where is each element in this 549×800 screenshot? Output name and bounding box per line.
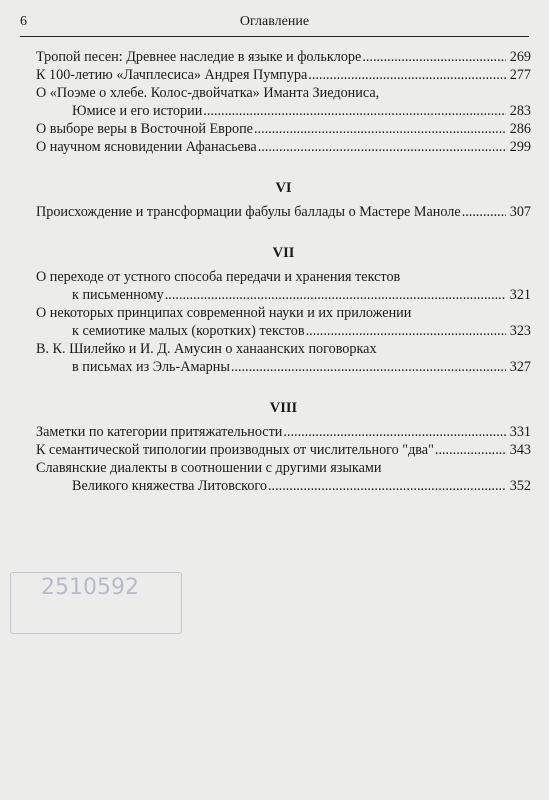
- dot-leader: [254, 120, 506, 138]
- toc-entry-title: Тропой песен: Древнее наследие в языке и фольклоре: [36, 49, 362, 65]
- dot-leader: [462, 203, 506, 221]
- toc-page-number: 323: [509, 323, 531, 339]
- toc-entry-title: к письменному: [72, 287, 164, 303]
- toc-group-1: [36, 48, 531, 156]
- toc-entry: [36, 304, 531, 340]
- dot-leader: [203, 102, 506, 120]
- toc-entry-title: к семиотике малых (коротких) текстов: [72, 323, 305, 339]
- toc-entry-line: [36, 441, 531, 459]
- toc-entry-title: О научном ясновидении Афанасьева: [36, 139, 257, 155]
- toc-entry-title: в письмах из Эль-Амарны: [72, 359, 230, 375]
- toc-page-number: 352: [509, 478, 531, 494]
- toc-entry-line: [36, 477, 531, 495]
- toc-entry-line: [36, 268, 531, 286]
- toc-entry-line: [36, 120, 531, 138]
- toc-page-number: 269: [509, 49, 531, 65]
- toc-entry-title: К семантической типологии производных от числительного "два": [36, 442, 434, 458]
- table-of-contents: [36, 48, 531, 495]
- running-header: [20, 14, 529, 30]
- toc-entry-title: О переходе от устного способа передачи и хранения текстов: [36, 269, 401, 285]
- toc-entry-title: В. К. Шилейко и И. Д. Амусин о ханаанских поговорках: [36, 341, 377, 357]
- toc-page-number: 277: [509, 67, 531, 83]
- toc-entry: [36, 120, 531, 138]
- toc-group-4: [36, 423, 531, 495]
- toc-page-number: 283: [509, 103, 531, 119]
- toc-entry: [36, 84, 531, 120]
- page-number: 6: [20, 14, 27, 29]
- dot-leader: [165, 286, 506, 304]
- toc-entry: [36, 340, 531, 376]
- toc-entry-line: [36, 340, 531, 358]
- toc-page-number: 327: [509, 359, 531, 375]
- toc-entry: [36, 459, 531, 495]
- toc-page-number: 321: [509, 287, 531, 303]
- dot-leader: [283, 423, 506, 441]
- toc-entry-line: [36, 322, 531, 340]
- toc-entry-line: [36, 138, 531, 156]
- toc-entry-title: О выборе веры в Восточной Европе: [36, 121, 253, 137]
- toc-page-number: 343: [509, 442, 531, 458]
- section-heading-vii: VII: [272, 245, 295, 261]
- toc-entry-line: [36, 102, 531, 120]
- header-rule: [20, 36, 529, 37]
- dot-leader: [362, 48, 506, 66]
- toc-entry-line: [36, 48, 531, 66]
- toc-entry-title: К 100-летию «Лачплесиса» Андрея Пумпура: [36, 67, 308, 83]
- toc-entry: [36, 423, 531, 441]
- dot-leader: [231, 358, 506, 376]
- toc-page-number: 331: [509, 424, 531, 440]
- toc-page-number: 299: [509, 139, 531, 155]
- toc-entry-line: [36, 358, 531, 376]
- toc-entry-title: Происхождение и трансформации фабулы баллады о Мастере Маноле: [36, 204, 461, 220]
- stamp-number: 2510592: [41, 575, 139, 600]
- toc-entry: [36, 203, 531, 221]
- toc-entry-line: [36, 459, 531, 477]
- toc-entry-title: Юмисе и его истории: [72, 103, 203, 119]
- toc-entry-line: [36, 423, 531, 441]
- dot-leader: [308, 66, 506, 84]
- toc-entry: [36, 268, 531, 304]
- toc-entry-line: [36, 66, 531, 84]
- toc-entry-line: [36, 84, 531, 102]
- toc-entry-line: [36, 203, 531, 221]
- dot-leader: [306, 322, 506, 340]
- dot-leader: [268, 477, 506, 495]
- toc-entry-title: О «Поэме о хлебе. Колос-двойчатка» Иманта Зиедониса,: [36, 85, 380, 101]
- toc-entry-title: Великого княжества Литовского: [72, 478, 267, 494]
- toc-entry: [36, 66, 531, 84]
- toc-page-number: 286: [509, 121, 531, 137]
- running-title: Оглавление: [239, 14, 310, 29]
- toc-entry: [36, 48, 531, 66]
- section-heading-vi: VI: [275, 180, 292, 196]
- toc-group-3: [36, 268, 531, 376]
- toc-entry-line: [36, 304, 531, 322]
- toc-page-number: 307: [509, 204, 531, 220]
- toc-group-2: [36, 203, 531, 221]
- toc-entry: [36, 441, 531, 459]
- library-stamp: [10, 572, 182, 634]
- dot-leader: [435, 441, 506, 459]
- toc-entry-title: Славянские диалекты в соотношении с другими языками: [36, 460, 382, 476]
- dot-leader: [258, 138, 506, 156]
- toc-entry-title: Заметки по категории притяжательности: [36, 424, 283, 440]
- toc-entry-title: О некоторых принципах современной науки и их приложении: [36, 305, 412, 321]
- toc-entry: [36, 138, 531, 156]
- section-heading-viii: VIII: [269, 400, 298, 416]
- toc-entry-line: [36, 286, 531, 304]
